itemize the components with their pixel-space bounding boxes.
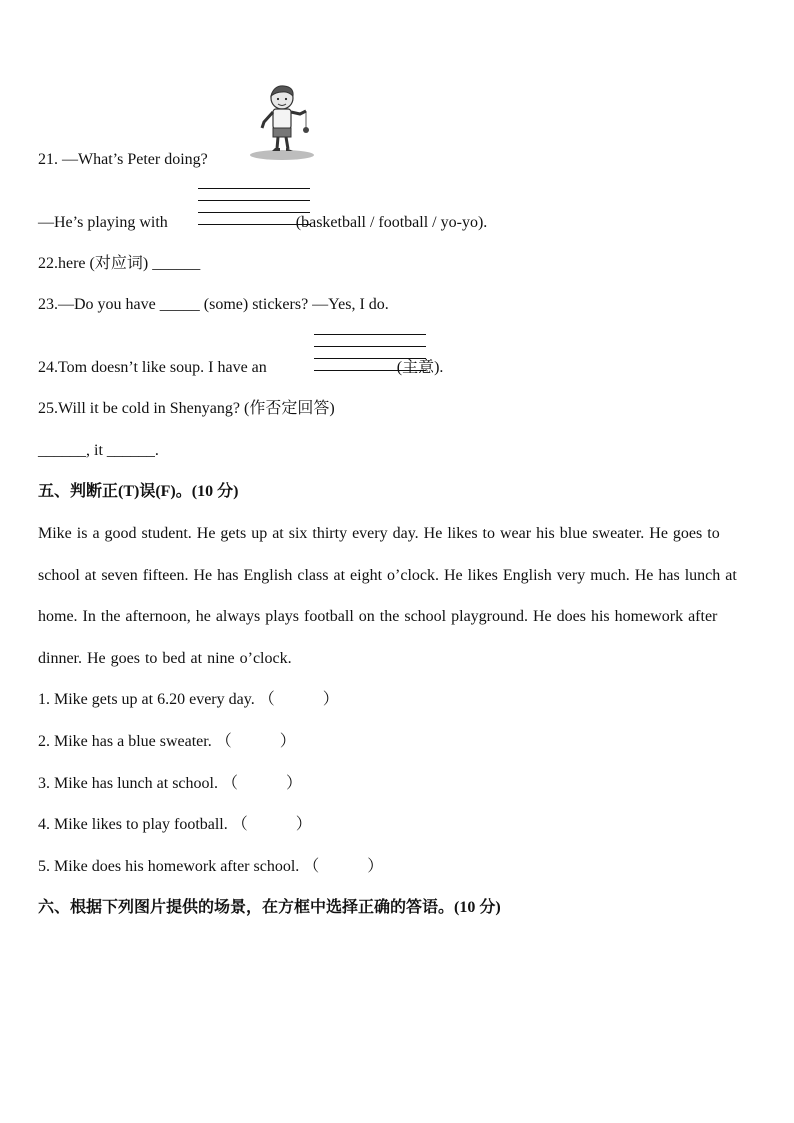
question-25 [38, 399, 335, 419]
question-24 [38, 358, 443, 378]
section-5-item-3 [38, 774, 302, 794]
section-5-passage-text: Mike is a good student. He gets up at six thirty every day. He likes to wear his blue sweater. He goes to school at seven fifteen. He has English class at eight o’clock. He likes English very much. He has lunch at home. In the afternoon, he always plays football on the school playground. He does his homework after dinner. He goes to bed at nine o’clock. [38, 525, 737, 667]
boy-playing-yoyo-illustration [248, 82, 318, 162]
section-5-item-4 [38, 815, 312, 835]
section-5-item-4-text: 4. Mike likes to play football. （ ） [38, 816, 312, 833]
question-23-suffix: (some) stickers? —Yes, I do. [203, 296, 389, 313]
question-22-blank[interactable]: ______ [152, 255, 201, 272]
question-21 [38, 150, 208, 170]
question-21-text: 21. —What’s Peter doing? [38, 151, 208, 168]
section-5-title-text: 五、判断正(T)误(F)。(10 分) [38, 483, 239, 500]
question-25-text: 25.Will it be cold in Shenyang? (作否定回答) [38, 400, 335, 417]
question-22-text: 22.here (对应词) [38, 255, 149, 272]
question-23-prefix: 23.—Do you have [38, 296, 156, 313]
answer-21 [38, 213, 487, 233]
section-5-item-5 [38, 857, 383, 877]
answer-25 [38, 441, 159, 461]
question-23 [38, 295, 389, 315]
question-24-suffix: (主意). [396, 359, 444, 376]
section-5-item-5-text: 5. Mike does his homework after school. （ ） [38, 858, 384, 875]
answer-21-prefix: —He’s playing with [38, 214, 168, 231]
section-5-item-2-text: 2. Mike has a blue sweater. （ ） [38, 733, 296, 750]
answer-21-options: (basketball / football / yo-yo). [295, 214, 488, 231]
section-6-title [38, 898, 501, 918]
answer-25-text[interactable]: ______, it ______. [38, 442, 159, 459]
section-6-title-text: 六、根据下列图片提供的场景，在方框中选择正确的答语。(10 分) [38, 899, 501, 916]
question-22 [38, 254, 200, 274]
question-24-prefix: 24.Tom doesn’t like soup. I have an [38, 359, 267, 376]
section-5-passage [38, 513, 758, 679]
section-5-item-2 [38, 732, 296, 752]
question-23-blank[interactable]: _____ [159, 296, 200, 313]
section-5-title [38, 482, 238, 502]
section-5-item-3-text: 3. Mike has lunch at school. （ ） [38, 775, 302, 792]
section-5-item-1 [38, 690, 339, 710]
section-5-item-1-text: 1. Mike gets up at 6.20 every day. （ ） [38, 691, 339, 708]
